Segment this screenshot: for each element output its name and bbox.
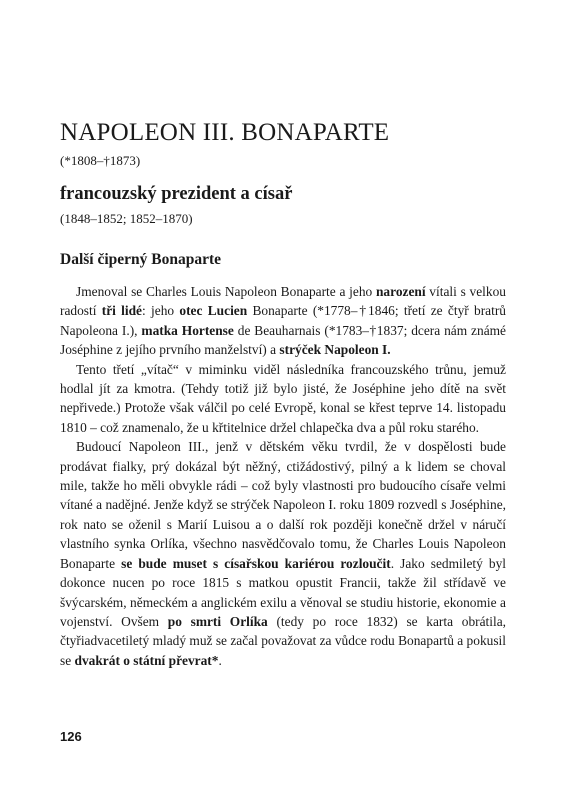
paragraph <box>60 437 506 670</box>
paragraph <box>60 360 506 438</box>
paragraph <box>60 282 506 360</box>
text-run: (tedy po roce 1832) se karta obrátila, čtyřiadvacetiletý mladý muž se začal považovat za vůdce rodu Bonapartů a pokusil se <box>60 613 507 668</box>
bold-text: se bude muset s císařskou kariérou rozloučit <box>121 555 391 571</box>
bold-text: dvakrát o státní převrat <box>74 652 212 668</box>
text-run: . Jako sedmiletý byl dokonce nucen po roce 1815 s matkou opustit Francii, takže žil střídavě ve švýcarském, německém a anglickém exilu a věnoval se studiu historie, ekonomie a vojenství. Ovšem <box>60 555 506 629</box>
office-dates: (1848–1852; 1852–1870) <box>60 211 193 226</box>
text-run: de Beauharnais (*1783–†1837; dcera nám známé Joséphine z jejího prvního manželství) a <box>60 322 507 358</box>
text-run: Jmenoval se Charles Louis Napoleon Bonaparte a jeho <box>76 284 376 299</box>
bold-text: strýček Napoleon I. <box>279 342 391 358</box>
text-run: Bonaparte (*1778–†1846; třetí ze čtyř bratrů Napoleona I.), <box>60 303 506 338</box>
bold-text: matka Hortense <box>141 322 234 338</box>
text-run: . <box>218 652 222 668</box>
bold-text: narození <box>375 284 426 299</box>
page-number: 126 <box>60 729 82 744</box>
chapter-title: NAPOLEON III. BONAPARTE <box>60 119 390 146</box>
body-text <box>60 282 506 670</box>
bold-text: po smrti Orlíka <box>167 613 268 629</box>
text-run: Budoucí Napoleon III., jenž v dětském věku tvrdil, že v dospělosti bude prodávat fialky, prý dokázal být něžný, ctižádostivý, pilný a k lidem se choval mile, takže ho měli obvykle rádi – což byly vlastnosti pro budoucího císaře velmi vítané a nadějné. Jenže když se strýček Napoleon I. roku 1809 rozvedl s Joséphine, rok nato se oženil s Marií Luisou a o další rok později konečně držel v náručí vlastního synka Orlíka, všechno nasvědčovalo tomu, že Charles Louis Napoleon Bonaparte <box>60 439 506 571</box>
chapter-subtitle: francouzský prezident a císař <box>60 184 293 204</box>
text-run: vítali s velkou radostí <box>60 284 506 319</box>
text-run: : jeho <box>142 303 180 319</box>
bold-text: otec Lucien <box>179 303 248 319</box>
section-heading: Další čiperný Bonaparte <box>60 251 222 268</box>
page-content <box>60 118 506 670</box>
life-dates: (*1808–†1873) <box>60 153 141 168</box>
bold-text: tři lidé <box>101 303 143 319</box>
text-run: Tento třetí „vítač“ v miminku viděl následníka francouzského trůnu, jemuž hodlal jít za kmotra. (Tehdy totiž již bylo jisté, že Joséphine jeho dítě na svět nepřivede.) Protože však válčil po celé Evropě, konal se křest teprve 14. listopadu 1810 – což znamenalo, že u křtitelnice držel chlapečka dva a půl roku starého. <box>60 361 506 435</box>
bold-text: * <box>211 652 219 668</box>
